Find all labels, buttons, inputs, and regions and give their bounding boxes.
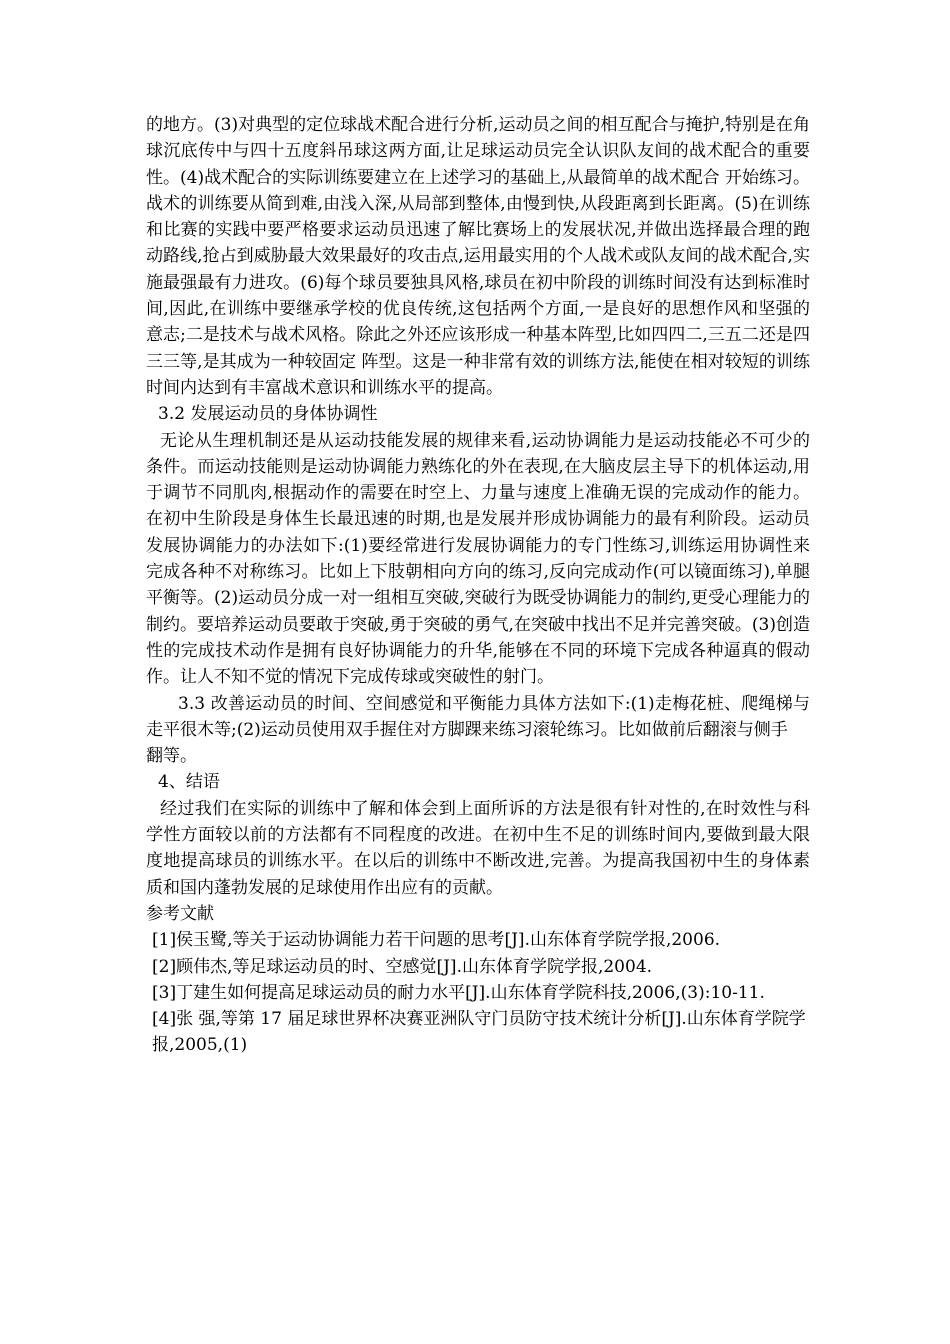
document-body	[146, 112, 810, 1059]
reference-item: [1]侯玉鹭,等关于运动协调能力若干问题的思考[J].山东体育学院学报,2006.	[152, 930, 721, 951]
reference-item: [2]顾伟杰,等足球运动员的时、空感觉[J].山东体育学院学报,2004.	[152, 956, 653, 977]
references-title: 参考文献	[146, 903, 214, 924]
intro-paragraph: 的地方。(3)对典型的定位球战术配合进行分析,运动员之间的相互配合与掩护,特别是在角球沉底传中与四十五度斜吊球这两方面,让足球运动员完全认识队友间的战术配合的重要性。(4)战术配合的实际训练要建立在上述学习的基础上,从最简单的战术配合 开始练习。战术的训练要从简到难,由浅入深,从局部到整体,由慢到快,从段距离到长距离。(5)在训练和比赛的实践中要严格要求运动员迅速了解比赛场上的发展状况,并做出选择最合理的跑动路线,抢占到威胁最大效果最好的攻击点,运用最实用的个人战术或队友间的战术配合,实施最强最有力进攻。(6)每个球员要独具风格,球员在初中阶段的训练时间没有达到标准时间,因此,在训练中要继承学校的优良传统,这包括两个方面,一是良好的思想作风和坚强的意志;二是技术与战术风格。除此之外还应该形成一种基本阵型,比如四四二,三五二还是四三三等,是其成为一种较固定 阵型。这是一种非常有效的训练方法,能使在相对较短的训练时间内达到有丰富战术意识和训练水平的提高。	[146, 115, 810, 398]
section-3-3-paragraph: 3.3 改善运动员的时间、空间感觉和平衡能力具体方法如下:(1)走梅花桩、爬绳梯与走平很木等;(2)运动员使用双手握住对方脚踝来练习滚轮练习。比如做前后翻滚与侧手	[146, 693, 810, 740]
reference-item: [4]张 强,等第 17 届足球世界杯决赛亚洲队守门员防守技术统计分析[J].山东体育学院学报,2005,(1)	[152, 1009, 806, 1056]
section-3-3-tail: 翻等。	[146, 746, 197, 767]
section-4-heading: 4、结语	[158, 772, 220, 793]
reference-item: [3]丁建生如何提高足球运动员的耐力水平[J].山东体育学院科技,2006,(3):10-11.	[152, 982, 765, 1003]
section-3-2-heading: 3.2 发展运动员的身体协调性	[158, 404, 378, 425]
references-list	[146, 927, 810, 1058]
section-4-paragraph: 经过我们在实际的训练中了解和体会到上面所诉的方法是很有针对性的,在时效性与科学性方面较以前的方法都有不同程度的改进。在初中生不足的训练时间内,要做到最大限度地提高球员的训练水平。在以后的训练中不断改进,完善。为提高我国初中生的身体素质和国内蓬勃发展的足球使用作出应有的贡献。	[146, 798, 810, 898]
section-3-2-paragraph: 无论从生理机制还是从运动技能发展的规律来看,运动协调能力是运动技能必不可少的条件。而运动技能则是运动协调能力熟练化的外在表现,在大脑皮层主导下的机体运动,用于调节不同肌肉,根据动作的需要在时空上、力量与速度上准确无误的完成动作的能力。在初中生阶段是身体生长最迅速的时期,也是发展并形成协调能力的最有利阶段。运动员发展协调能力的办法如下:(1)要经常进行发展协调能力的专门性练习,训练运用协调性来完成各种不对称练习。比如上下肢朝相向方向的练习,反向完成动作(可以镜面练习),单腿平衡等。(2)运动员分成一对一组相互突破,突破行为既受协调能力的制约,更受心理能力的制约。要培养运动员要敢于突破,勇于突破的勇气,在突破中找出不足并完善突破。(3)创造性的完成技术动作是拥有良好协调能力的升华,能够在不同的环境下完成各种逼真的假动作。让人不知不觉的情况下完成传球或突破性的射门。	[146, 430, 810, 688]
